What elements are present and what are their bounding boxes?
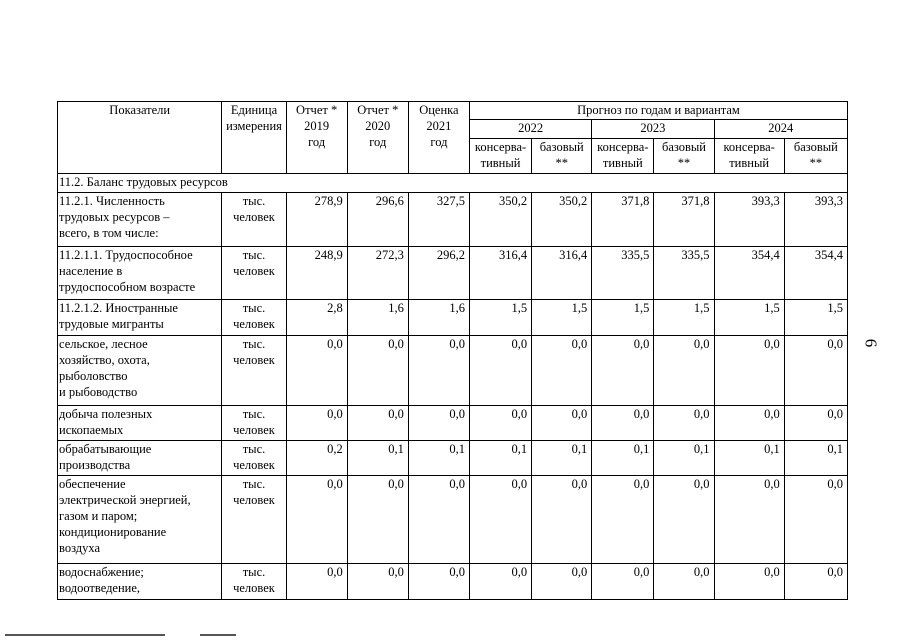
row-label: обрабатывающие производства: [58, 441, 222, 476]
table-row: [58, 564, 848, 600]
value-cell: 0,1: [532, 441, 592, 476]
value-cell: 0,1: [347, 441, 408, 476]
value-cell: 0,0: [592, 564, 654, 600]
footer-rule: [5, 634, 165, 636]
value-cell: 327,5: [408, 193, 469, 247]
value-cell: 272,3: [347, 247, 408, 300]
variant-base: базовый **: [532, 139, 592, 174]
row-label: добыча полезных ископаемых: [58, 406, 222, 441]
value-cell: 0,0: [654, 476, 714, 564]
value-cell: 0,1: [784, 441, 847, 476]
row-unit: тыс. человек: [222, 476, 286, 564]
value-cell: 0,0: [592, 406, 654, 441]
value-cell: 0,1: [469, 441, 531, 476]
value-cell: 0,0: [347, 476, 408, 564]
row-label: сельское, лесное хозяйство, охота, рыболовство и рыбоводство: [58, 336, 222, 406]
value-cell: 316,4: [532, 247, 592, 300]
value-cell: 0,0: [532, 406, 592, 441]
value-cell: 278,9: [286, 193, 347, 247]
value-cell: 1,6: [347, 300, 408, 336]
section-title: 11.2. Баланс трудовых ресурсов: [58, 174, 848, 193]
footer-rule: [200, 634, 236, 636]
value-cell: 0,0: [784, 476, 847, 564]
value-cell: 0,1: [714, 441, 784, 476]
row-label: 11.2.1.1. Трудоспособное население в трудоспособном возрасте: [58, 247, 222, 300]
value-cell: 1,5: [592, 300, 654, 336]
variant-base: базовый **: [654, 139, 714, 174]
value-cell: 1,5: [532, 300, 592, 336]
header-2021: Оценка 2021 год: [408, 102, 469, 174]
value-cell: 0,0: [592, 476, 654, 564]
value-cell: 335,5: [592, 247, 654, 300]
value-cell: 0,0: [654, 406, 714, 441]
table-row: [58, 476, 848, 564]
value-cell: 0,1: [408, 441, 469, 476]
value-cell: 0,0: [286, 406, 347, 441]
value-cell: 0,0: [714, 564, 784, 600]
table-row: [58, 247, 848, 300]
variant-conservative: консерва- тивный: [592, 139, 654, 174]
header-year-2022: 2022: [469, 120, 591, 139]
value-cell: 0,0: [532, 476, 592, 564]
value-cell: 0,0: [714, 406, 784, 441]
value-cell: 0,0: [286, 476, 347, 564]
value-cell: 0,0: [286, 336, 347, 406]
value-cell: 1,5: [784, 300, 847, 336]
table-row: [58, 336, 848, 406]
header-indicators: Показатели: [58, 102, 222, 174]
value-cell: 0,0: [408, 564, 469, 600]
value-cell: 1,6: [408, 300, 469, 336]
value-cell: 2,8: [286, 300, 347, 336]
section-row: [58, 174, 848, 193]
row-unit: тыс. человек: [222, 247, 286, 300]
row-label: водоснабжение; водоотведение,: [58, 564, 222, 600]
value-cell: 393,3: [784, 193, 847, 247]
header-forecast: Прогноз по годам и вариантам: [469, 102, 847, 120]
value-cell: 0,0: [286, 564, 347, 600]
row-label: обеспечение электрической энергией, газом и паром; кондиционирование воздуха: [58, 476, 222, 564]
row-label: 11.2.1. Численность трудовых ресурсов – всего, в том числе:: [58, 193, 222, 247]
row-label: 11.2.1.2. Иностранные трудовые мигранты: [58, 300, 222, 336]
value-cell: 248,9: [286, 247, 347, 300]
value-cell: 0,1: [654, 441, 714, 476]
value-cell: 1,5: [469, 300, 531, 336]
header-year-2024: 2024: [714, 120, 847, 139]
row-unit: тыс. человек: [222, 300, 286, 336]
page-number: 6: [861, 338, 881, 348]
value-cell: 0,0: [784, 406, 847, 441]
table-row: [58, 441, 848, 476]
table-row: [58, 193, 848, 247]
value-cell: 354,4: [784, 247, 847, 300]
table-row: [58, 300, 848, 336]
value-cell: 0,0: [347, 564, 408, 600]
header-year-2023: 2023: [592, 120, 714, 139]
value-cell: 0,0: [784, 564, 847, 600]
value-cell: 0,0: [408, 336, 469, 406]
value-cell: 0,0: [469, 476, 531, 564]
data-table: [57, 101, 848, 600]
value-cell: 0,0: [469, 406, 531, 441]
value-cell: 0,0: [532, 564, 592, 600]
row-unit: тыс. человек: [222, 336, 286, 406]
row-unit: тыс. человек: [222, 441, 286, 476]
value-cell: 316,4: [469, 247, 531, 300]
header-row-1: [58, 102, 848, 120]
value-cell: 0,1: [592, 441, 654, 476]
row-unit: тыс. человек: [222, 193, 286, 247]
value-cell: 0,0: [347, 336, 408, 406]
variant-base: базовый **: [784, 139, 847, 174]
value-cell: 0,0: [592, 336, 654, 406]
value-cell: 0,0: [784, 336, 847, 406]
header-2020: Отчет * 2020 год: [347, 102, 408, 174]
variant-conservative: консерва- тивный: [714, 139, 784, 174]
value-cell: 0,0: [654, 564, 714, 600]
table-row: [58, 406, 848, 441]
value-cell: 0,0: [408, 476, 469, 564]
value-cell: 371,8: [654, 193, 714, 247]
value-cell: 0,0: [408, 406, 469, 441]
value-cell: 1,5: [714, 300, 784, 336]
value-cell: 0,0: [469, 336, 531, 406]
value-cell: 1,5: [654, 300, 714, 336]
value-cell: 296,6: [347, 193, 408, 247]
value-cell: 296,2: [408, 247, 469, 300]
header-unit: Единица измерения: [222, 102, 286, 174]
value-cell: 0,0: [469, 564, 531, 600]
value-cell: 0,0: [654, 336, 714, 406]
value-cell: 0,2: [286, 441, 347, 476]
variant-conservative: консерва- тивный: [469, 139, 531, 174]
value-cell: 0,0: [532, 336, 592, 406]
value-cell: 350,2: [532, 193, 592, 247]
header-2019: Отчет * 2019 год: [286, 102, 347, 174]
value-cell: 335,5: [654, 247, 714, 300]
value-cell: 371,8: [592, 193, 654, 247]
value-cell: 393,3: [714, 193, 784, 247]
value-cell: 0,0: [714, 336, 784, 406]
row-unit: тыс. человек: [222, 406, 286, 441]
value-cell: 0,0: [347, 406, 408, 441]
value-cell: 0,0: [714, 476, 784, 564]
value-cell: 354,4: [714, 247, 784, 300]
value-cell: 350,2: [469, 193, 531, 247]
row-unit: тыс. человек: [222, 564, 286, 600]
